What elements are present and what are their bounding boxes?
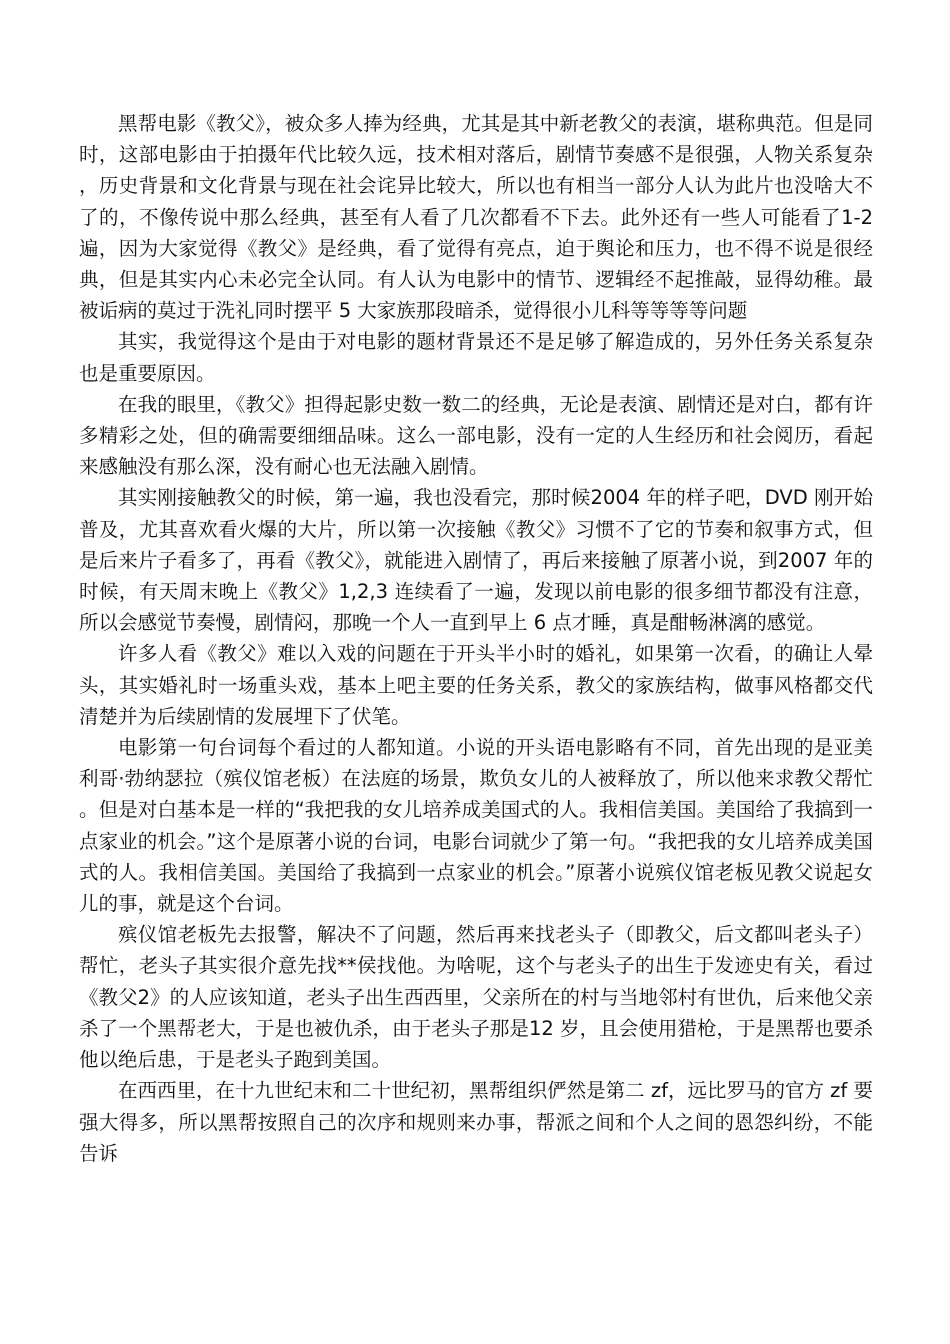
paragraph: 其实刚接触教父的时候，第一遍，我也没看完，那时候2004 年的样子吧，DVD 刚开始普及，尤其喜欢看火爆的大片，所以第一次接触《教父》习惯不了它的节奏和叙事方式，但是后来片子看多了，再看《教父》，就能进入剧情了，再后来接触了原著小说，到2007 年的时候，有天周末晚上《教父》1,2,3 连续看了一遍，发现以前电影的很多细节都没有注意，所以会感觉节奏慢，剧情闷，那晚一个人一直到早上 6 点才睡，真是酣畅淋漓的感觉。 (79, 486, 873, 635)
paragraph: 殡仪馆老板先去报警，解决不了问题，然后再来找老头子（即教父，后文都叫老头子）帮忙，老头子其实很介意先找**侯找他。为啥呢，这个与老头子的出生于发迹史有关，看过《教父2》的人应该知道，老头子出生西西里，父亲所在的村与当地邻村有世仇，后来他父亲杀了一个黑帮老大，于是也被仇杀，由于老头子那是12 岁，且会使用猎枪，于是黑帮也要杀他以绝后患，于是老头子跑到美国。 (79, 923, 873, 1072)
paragraph: 在西西里，在十九世纪末和二十世纪初，黑帮组织俨然是第二 zf，远比罗马的官方 zf 要强大得多，所以黑帮按照自己的次序和规则来办事，帮派之间和个人之间的恩怨纠纷，不能告诉 (79, 1079, 873, 1165)
paragraph: 黑帮电影《教父》，被众多人捧为经典，尤其是其中新老教父的表演，堪称典范。但是同时，这部电影由于拍摄年代比较久远，技术相对落后，剧情节奏感不是很强，人物关系复杂，历史背景和文化背景与现在社会诧异比较大，所以也有相当一部分人认为此片也没啥大不了的，不像传说中那么经典，甚至有人看了几次都看不下去。此外还有一些人可能看了1-2 遍，因为大家觉得《教父》是经典，看了觉得有亮点，迫于舆论和压力，也不得不说是很经典，但是其实内心未必完全认同。有人认为电影中的情节、逻辑经不起推敲，显得幼稚。最被诟病的莫过于洗礼同时摆平 5 大家族那段暗杀，觉得很小儿科等等等等问题 (79, 112, 873, 323)
paragraph: 电影第一句台词每个看过的人都知道。小说的开头语电影略有不同，首先出现的是亚美利哥·勃纳瑟拉（殡仪馆老板）在法庭的场景，欺负女儿的人被释放了，所以他来求教父帮忙。但是对白基本是一样的“我把我的女儿培养成美国式的人。我相信美国。美国给了我搞到一点家业的机会。”这个是原著小说的台词，电影台词就少了第一句。“我把我的女儿培养成美国式的人。我相信美国。美国给了我搞到一点家业的机会。”原著小说殡仪馆老板见教父说起女儿的事，就是这个台词。 (79, 736, 873, 916)
paragraph: 在我的眼里，《教父》担得起影史数一数二的经典，无论是表演、剧情还是对白，都有许多精彩之处，但的确需要细细品味。这么一部电影，没有一定的人生经历和社会阅历，看起来感触没有那么深，没有耐心也无法融入剧情。 (79, 392, 873, 479)
document-page (79, 108, 873, 1169)
paragraph: 许多人看《教父》难以入戏的问题在于开头半小时的婚礼，如果第一次看，的确让人晕头，其实婚礼时一场重头戏，基本上吧主要的任务关系，教父的家族结构，做事风格都交代清楚并为后续剧情的发展埋下了伏笔。 (79, 642, 873, 728)
paragraph: 其实，我觉得这个是由于对电影的题材背景还不是足够了解造成的，另外任务关系复杂也是重要原因。 (79, 330, 873, 385)
